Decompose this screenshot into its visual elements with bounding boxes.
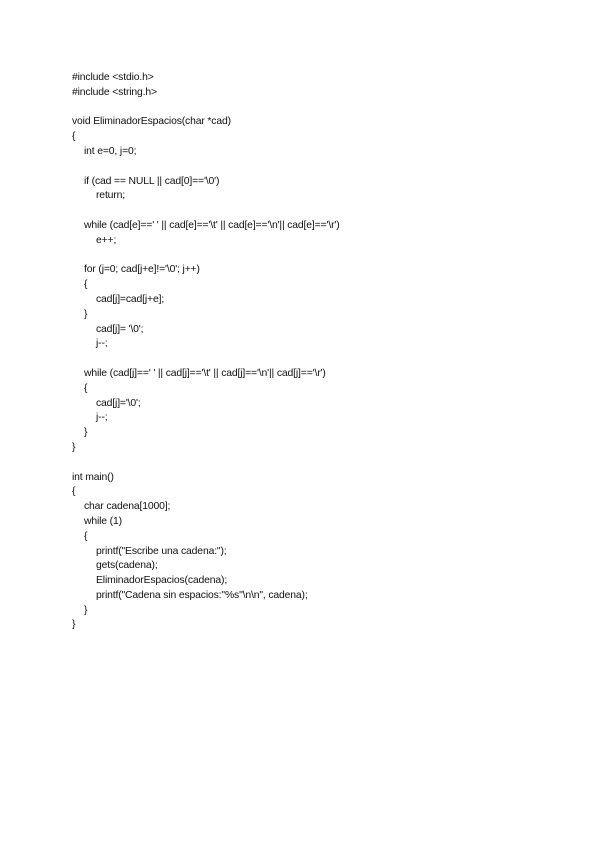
code-line: if (cad == NULL || cad[0]=='\0') <box>84 175 220 187</box>
code-line: #include <stdio.h> <box>72 72 154 83</box>
code-line: { <box>72 486 76 498</box>
code-line: } <box>72 619 76 631</box>
code-line: char cadena[1000]; <box>84 501 171 513</box>
code-line: while (1) <box>84 515 122 527</box>
code-line: for (j=0; cad[j+e]!='\0'; j++) <box>84 264 200 276</box>
code-line <box>72 352 552 367</box>
code-line: { <box>72 131 76 143</box>
code-line: { <box>84 530 88 542</box>
code-line: void EliminadorEspacios(char *cad) <box>72 116 231 128</box>
code-line <box>72 249 552 264</box>
code-line: } <box>84 427 88 439</box>
code-line: } <box>84 308 88 320</box>
code-line: cad[j]='\0'; <box>96 397 141 409</box>
code-line: while (cad[e]==' ' || cad[e]=='\t' || cad[e]=='\n'|| cad[e]=='\r') <box>84 219 340 231</box>
code-line: printf("Cadena sin espacios:"%s"\n\n", cadena); <box>96 589 308 601</box>
code-line: { <box>84 382 88 394</box>
code-line: cad[j]= '\0'; <box>96 323 144 335</box>
code-line: { <box>84 279 88 291</box>
code-line: cad[j]=cad[j+e]; <box>96 293 165 305</box>
code-line: gets(cadena); <box>96 560 158 572</box>
code-line: j--; <box>96 412 108 424</box>
code-line: j--; <box>96 338 108 350</box>
code-line <box>72 204 552 219</box>
code-line: } <box>72 441 76 453</box>
code-line <box>72 160 552 175</box>
code-line: EliminadorEspacios(cadena); <box>96 575 228 587</box>
code-line: return; <box>96 190 125 202</box>
code-line: } <box>84 604 88 616</box>
code-line: e++; <box>96 234 117 246</box>
code-line: while (cad[j]==' ' || cad[j]=='\t' || cad[j]=='\n'|| cad[j]=='\r') <box>84 367 326 379</box>
code-line: printf("Escribe una cadena:"); <box>96 545 227 557</box>
code-line <box>72 101 552 116</box>
code-line <box>72 456 552 471</box>
code-line: #include <string.h> <box>72 86 157 98</box>
code-listing <box>72 71 552 633</box>
code-line: int e=0, j=0; <box>84 145 137 157</box>
code-line: int main() <box>72 471 114 483</box>
